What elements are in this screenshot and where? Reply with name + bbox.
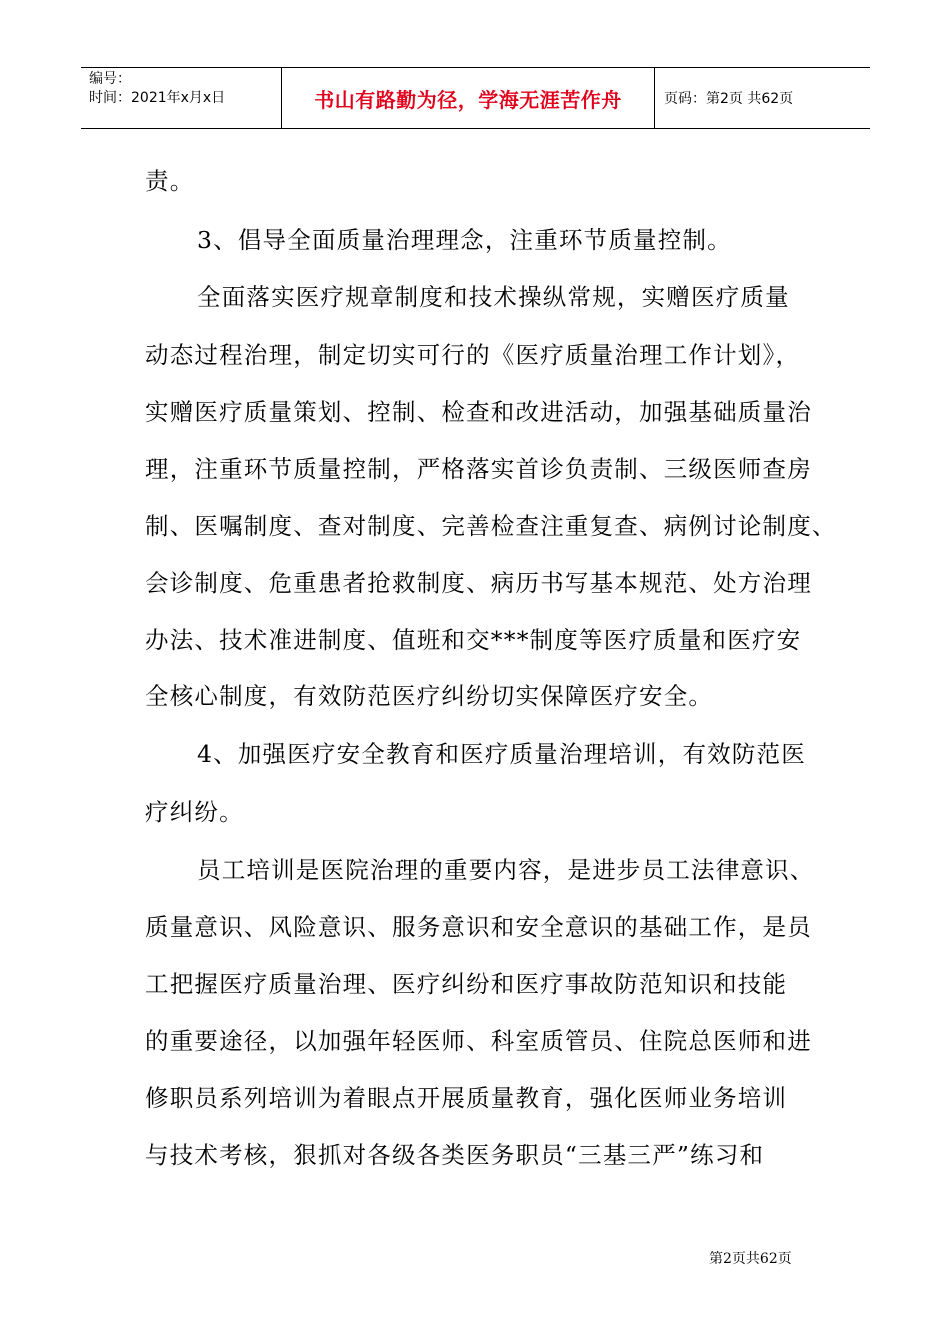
text-line: 全核心制度，有效防范医疗纠纷切实保障医疗安全。: [145, 682, 714, 710]
text-line: 4、加强医疗安全教育和医疗质量治理培训，有效防范医: [197, 740, 806, 768]
page-footer: 第2页共62页: [709, 1251, 792, 1267]
text-line: 修职员系列培训为着眼点开展质量教育，强化医师业务培训: [145, 1084, 788, 1112]
header-page-code: 页码：第2页 共62页: [664, 91, 794, 107]
text-line: 质量意识、风险意识、服务意识和安全意识的基础工作，是员: [145, 913, 812, 941]
text-line: 责。: [145, 167, 195, 195]
text-line: 3、倡导全面质量治理理念，注重环节质量控制。: [197, 226, 732, 254]
text-line: 疗纠纷。: [145, 798, 244, 826]
text-line: 会诊制度、危重患者抢救制度、病历书写基本规范、处方治理: [145, 569, 812, 597]
text-line: 动态过程治理，制定切实可行的《医疗质量治理工作计划》，: [145, 341, 801, 369]
text-line: 理，注重环节质量控制，严格落实首诊负责制、三级医师查房: [145, 455, 812, 483]
text-line: 工把握医疗质量治理、医疗纠纷和医疗事故防范知识和技能: [145, 970, 788, 998]
text-line: 与技术考核，狠抓对各级各类医务职员“三基三严”练习和: [145, 1141, 765, 1169]
document-date: 时间：2021年x月x日: [89, 90, 226, 106]
text-line: 实赠医疗质量策划、控制、检查和改进活动，加强基础质量治: [145, 398, 812, 426]
document-number-label: 编号：: [89, 71, 131, 87]
text-line: 的重要途径，以加强年轻医师、科室质管员、住院总医师和进: [145, 1027, 812, 1055]
text-line: 办法、技术准进制度、值班和交***制度等医疗质量和医疗安: [145, 626, 802, 654]
page-header: [81, 67, 870, 129]
text-line: 制、医嘱制度、查对制度、完善检查注重复查、病例讨论制度、: [145, 512, 837, 540]
header-meta: [81, 68, 282, 128]
text-line: 全面落实医疗规章制度和技术操纵常规，实赠医疗质量: [197, 283, 790, 311]
text-line: 员工培训是医院治理的重要内容，是进步员工法律意识、: [197, 856, 815, 884]
header-motto: 书山有路勤为径，学海无涯苦作舟: [282, 68, 655, 128]
